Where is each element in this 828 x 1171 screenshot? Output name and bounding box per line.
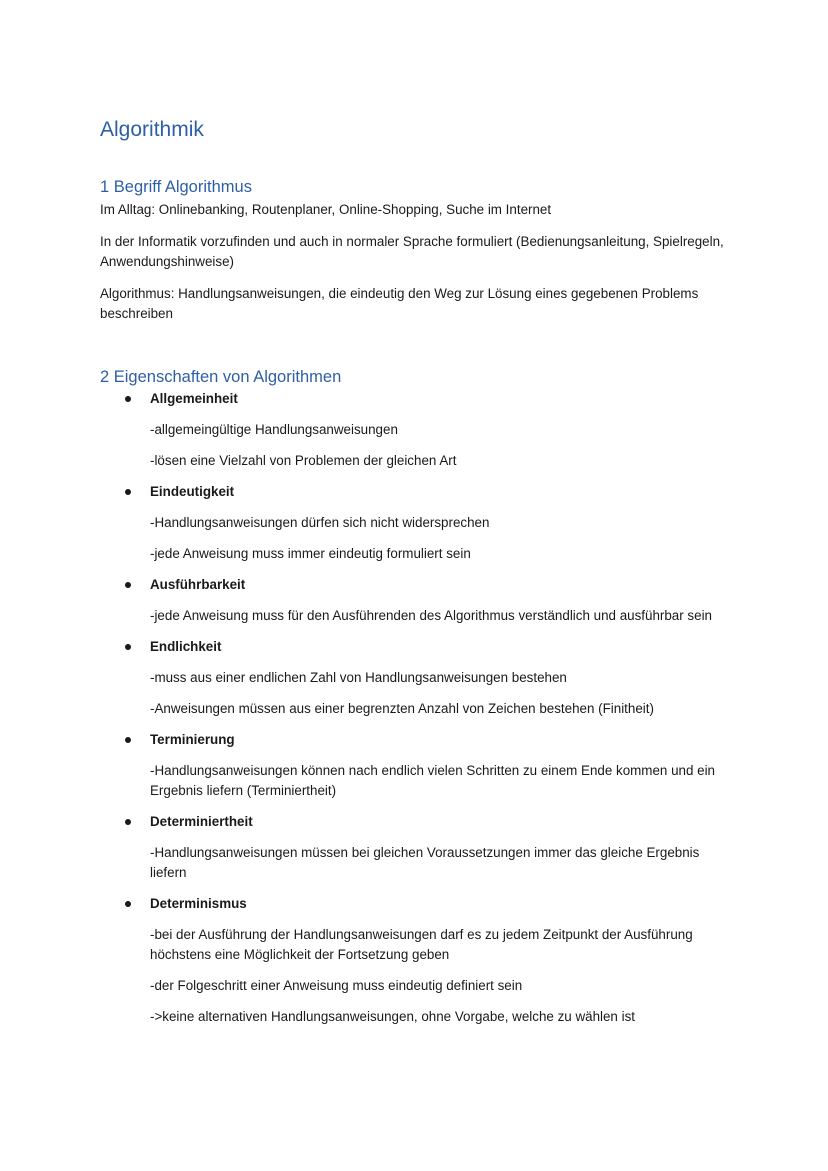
section-eigenschaften (100, 368, 740, 1038)
bullet-icon (125, 737, 131, 743)
property-description: -muss aus einer endlichen Zahl von Handlungsanweisungen bestehen (150, 670, 567, 685)
bullet-icon (125, 644, 131, 650)
property-name: Endlichkeit (150, 639, 222, 654)
property-description: -jede Anweisung muss immer eindeutig formuliert sein (150, 546, 471, 561)
paragraph: Im Alltag: Onlinebanking, Routenplaner, Online-Shopping, Suche im Internet (100, 202, 552, 217)
document-title: Algorithmik (100, 118, 204, 141)
property-description: -jede Anweisung muss für den Ausführenden des Algorithmus verständlich und ausführbar sein (150, 608, 712, 623)
bullet-icon (125, 396, 131, 402)
paragraph: Algorithmus: Handlungsanweisungen, die eindeutig den Weg zur Lösung eines gegebenen Problems beschreiben (100, 286, 699, 321)
bullet-icon (125, 819, 131, 825)
property-item (100, 482, 740, 564)
property-description: -der Folgeschritt einer Anweisung muss eindeutig definiert sein (150, 978, 523, 993)
property-name: Ausführbarkeit (150, 577, 246, 592)
section-heading: 1 Begriff Algorithmus (100, 178, 252, 196)
property-item (100, 894, 740, 1027)
property-list (100, 389, 740, 1027)
paragraph: In der Informatik vorzufinden und auch in normaler Sprache formuliert (Bedienungsanleitung, Spielregeln, Anwendungshinweise) (100, 234, 724, 269)
property-item (100, 637, 740, 719)
property-description: -lösen eine Vielzahl von Problemen der gleichen Art (150, 453, 457, 468)
bullet-icon (125, 901, 131, 907)
property-name: Eindeutigkeit (150, 484, 235, 499)
bullet-icon (125, 489, 131, 495)
property-description: -allgemeingültige Handlungsanweisungen (150, 422, 398, 437)
property-description: ->keine alternativen Handlungsanweisungen, ohne Vorgabe, welche zu wählen ist (150, 1009, 635, 1024)
property-description: -Anweisungen müssen aus einer begrenzten Anzahl von Zeichen bestehen (Finitheit) (150, 701, 654, 716)
section-begriff-algorithmus (100, 178, 740, 336)
property-name: Determiniertheit (150, 814, 253, 829)
property-description: -Handlungsanweisungen müssen bei gleichen Voraussetzungen immer das gleiche Ergebnis liefern (150, 845, 700, 880)
section-heading: 2 Eigenschaften von Algorithmen (100, 368, 342, 386)
property-name: Determinismus (150, 896, 247, 911)
property-description: -Handlungsanweisungen dürfen sich nicht widersprechen (150, 515, 490, 530)
property-item (100, 575, 740, 626)
property-item (100, 812, 740, 883)
bullet-icon (125, 582, 131, 588)
property-name: Allgemeinheit (150, 391, 238, 406)
property-name: Terminierung (150, 732, 235, 747)
property-description: -bei der Ausführung der Handlungsanweisungen darf es zu jedem Zeitpunkt der Ausführung höchstens eine Möglichkeit der Fortsetzung geben (150, 927, 693, 962)
property-item (100, 730, 740, 801)
property-description: -Handlungsanweisungen können nach endlich vielen Schritten zu einem Ende kommen und ein Ergebnis liefern (Terminiertheit) (150, 763, 716, 798)
property-item (100, 389, 740, 471)
